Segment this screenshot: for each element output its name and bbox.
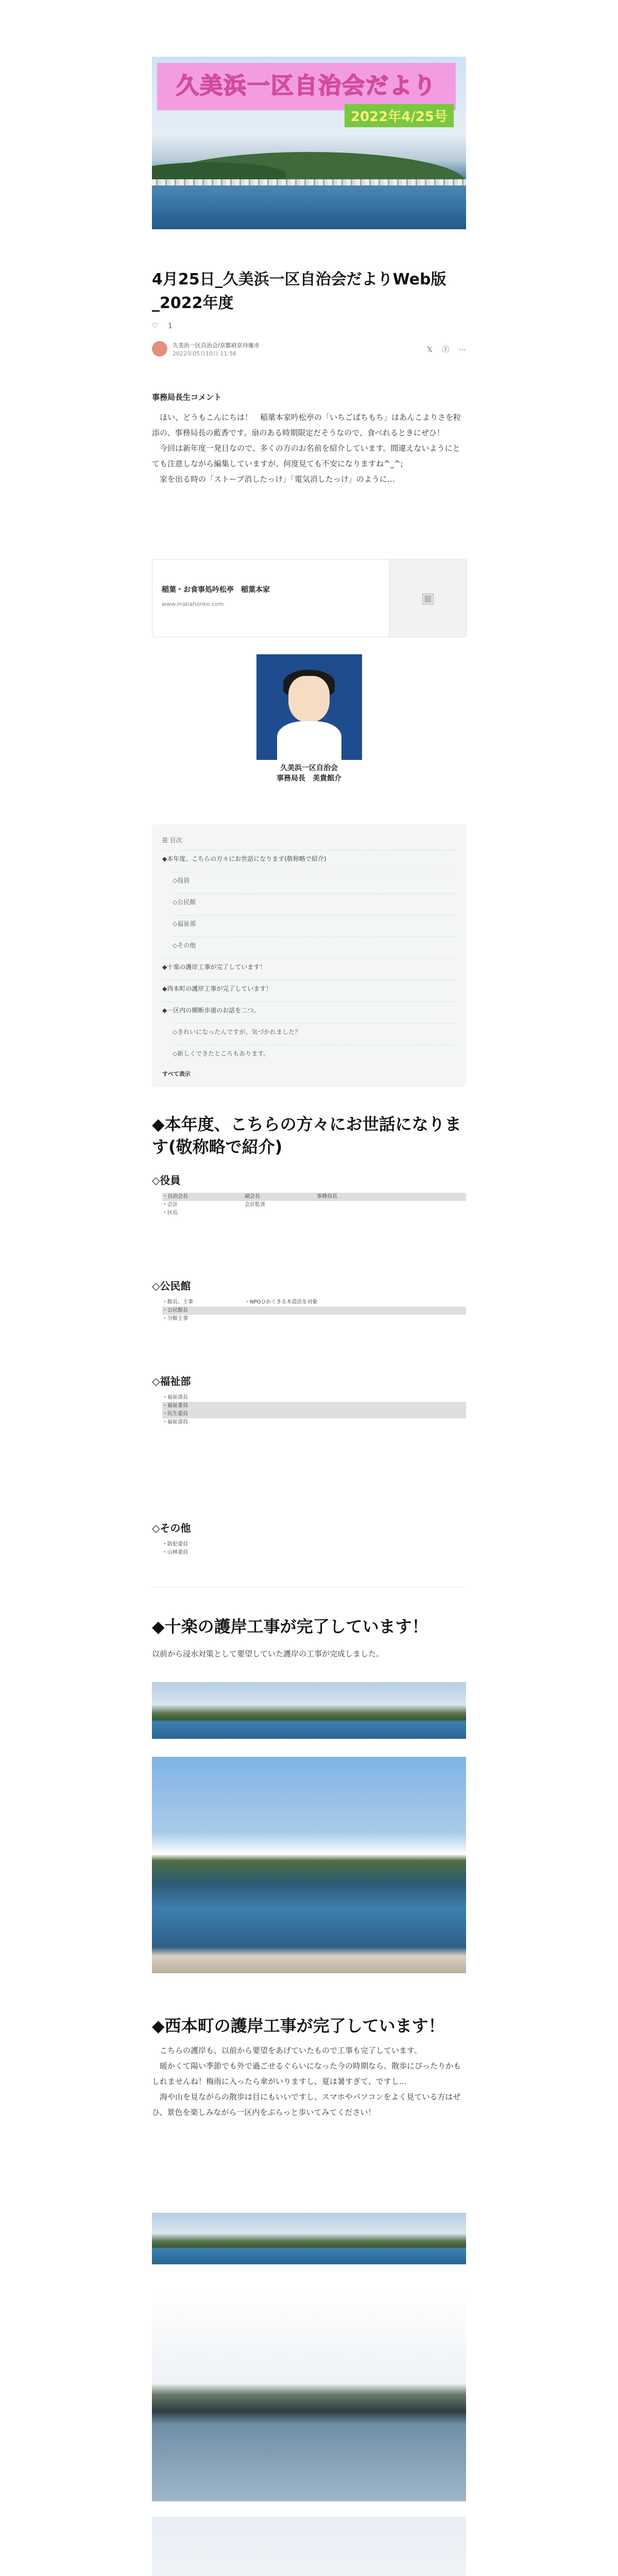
photo-nishihonmachi-road: [152, 2517, 466, 2576]
toc-item[interactable]: ◇新しくできたところもあります。: [173, 1045, 456, 1062]
x-icon[interactable]: 𝕏: [426, 346, 433, 354]
photo-nishihonmachi-wide: [152, 2213, 466, 2264]
toc-item[interactable]: ◇公民館: [173, 893, 456, 910]
like-area: [152, 322, 466, 330]
kominkan-line: ・館長、主事 ・NPOひかくきる木造活を対象: [162, 1299, 318, 1305]
section-heading: ◆西本町の護岸工事が完了しています！: [152, 2016, 445, 2036]
sub-heading-other: ◇その他: [152, 1522, 191, 1534]
hero-houses: [152, 179, 466, 185]
heart-icon[interactable]: ♡: [152, 322, 159, 330]
photo-jurakun-shore: [152, 1757, 466, 1973]
photo-jurakun-wide: [152, 1682, 466, 1739]
table-of-contents: [152, 824, 466, 1087]
mascot-illustration: [256, 654, 362, 760]
section-heading: ◆十楽の護岸工事が完了しています！: [152, 1617, 428, 1636]
intro-paragraph: 家を出る時の「ストーブ消したっけ」「電気消したっけ」のように…: [160, 474, 395, 484]
other-line: ・防犯委員: [162, 1541, 188, 1547]
author-avatar[interactable]: [152, 341, 167, 357]
author-row: [152, 340, 466, 359]
link-card-title: 稲葉・お食事処吟松亭 稲葉本家: [162, 586, 270, 594]
toc-item[interactable]: ◆本年度、こちらの方々にお世話になります(敬称略で紹介): [162, 850, 456, 867]
hero-date-badge: 2022年4/25号: [345, 104, 454, 127]
fukushi-table: [162, 1394, 466, 1427]
kominkan-line: ・分館主事: [162, 1316, 188, 1321]
toc-item[interactable]: ◆十楽の護岸工事が完了しています！: [162, 958, 456, 975]
sub-heading-kominkan: ◇公民館: [152, 1280, 191, 1292]
officers-line: ・会計 会計監査: [162, 1202, 265, 1208]
more-icon[interactable]: ⋯: [459, 346, 466, 354]
image-placeholder-icon: ▣: [389, 560, 467, 637]
section-body: [152, 2043, 466, 2120]
list-icon: ☰: [162, 837, 170, 844]
photo-nishihonmachi-harbor: [152, 2287, 466, 2501]
facebook-icon[interactable]: ⓕ: [442, 346, 450, 354]
like-count: 1: [168, 322, 173, 330]
section-paragraph: 暖かくて陽い季節でも外で過ごせるぐらいになった今の時期なら、散歩にぴったりかもしれませんね！梅雨に入ったら傘がいりますし、夏は暑すぎて、ですし…: [152, 2061, 461, 2086]
section-paragraph: 海や山を見ながらの散歩は目にもいいですし、スマホやパソコンをよく見ている方はぜひ、景色を楽しみながら一区内をぶらっと歩いてみてください！: [152, 2092, 461, 2117]
hero-title: 久美浜一区自治会だより: [176, 73, 437, 99]
mascot-face: [288, 676, 330, 722]
intro-paragraph: 今回は新年度一発目なので、多くの方のお名前を紹介しています。間違えないようにとても注意しながら編集していますが、何度見ても不安になりますね^_^;: [152, 444, 460, 468]
hero-banner: [157, 63, 456, 110]
fukushi-line: ・民生委員: [162, 1410, 466, 1418]
toc-item[interactable]: ◆一区内の横断歩道のお話を二つ。: [162, 1002, 456, 1019]
toc-show-all-button[interactable]: すべて表示: [162, 1071, 191, 1077]
sub-heading-fukushi: ◇福祉部: [152, 1375, 191, 1387]
officers-table: [162, 1193, 466, 1217]
hero-sea: [152, 185, 466, 229]
share-buttons: [420, 344, 466, 354]
link-card[interactable]: [152, 559, 467, 637]
toc-label: ☰ 目次: [162, 837, 182, 844]
intro-heading: 事務局長生コメント: [152, 393, 222, 402]
mascot-caption-2: 事務局長 美貴館介: [277, 774, 341, 783]
toc-item[interactable]: ◇きれいになったんですが、気づかれました？: [173, 1023, 456, 1040]
link-card-url: www.inabahonke.com: [162, 601, 224, 607]
toc-item[interactable]: ◇その他: [173, 937, 456, 954]
intro-body: [152, 410, 466, 487]
mascot-caption-1: 久美浜一区自治会: [280, 764, 338, 772]
intro-paragraph: ほい、どうもこんにちは！ 稲葉本家吟松亭の「いちごぱちもち」はあんこよりさを粒添の、事務局長の藍香です。扇のある時期限定だそうなので、食べれるときにぜひ！: [152, 413, 461, 437]
officers-line: ・区長: [162, 1210, 178, 1216]
fukushi-line: ・福祉部員: [162, 1419, 188, 1425]
fukushi-line: ・福祉委員: [162, 1402, 466, 1410]
section-paragraph: こちらの護岸も、以前から要望をあげていたもので工事も完了しています。: [160, 2046, 422, 2055]
mascot-body: [277, 721, 341, 760]
fukushi-line: ・福祉部長: [162, 1395, 188, 1400]
section-text: 以前から浸水対策として要望していた護岸の工事が完成しました。: [152, 1649, 384, 1658]
hero-image: [152, 57, 466, 229]
kominkan-line: ・公民館長: [162, 1307, 466, 1315]
post-date: 2022年05月10日 11:56: [173, 350, 237, 357]
section-heading: ◆本年度、こちらの方々にお世話になります(敬称略で紹介): [152, 1114, 461, 1157]
author-name[interactable]: 久美浜一区自治会/京都府京丹後市: [173, 342, 260, 349]
article-title: 4月25日_久美浜一区自治会だよりWeb版_2022年度: [152, 270, 447, 312]
toc-item[interactable]: ◇福祉部: [173, 915, 456, 932]
toc-item[interactable]: ◇役員: [173, 872, 456, 889]
sub-heading-officers: ◇役員: [152, 1174, 181, 1187]
toc-item[interactable]: ◆西本町の護岸工事が完了しています！: [162, 980, 456, 997]
other-line: ・山林委員: [162, 1550, 188, 1555]
kominkan-table: [162, 1298, 466, 1323]
officers-line: ・自治会長 副会長 事務局長: [162, 1193, 466, 1201]
other-table: [162, 1540, 466, 1557]
